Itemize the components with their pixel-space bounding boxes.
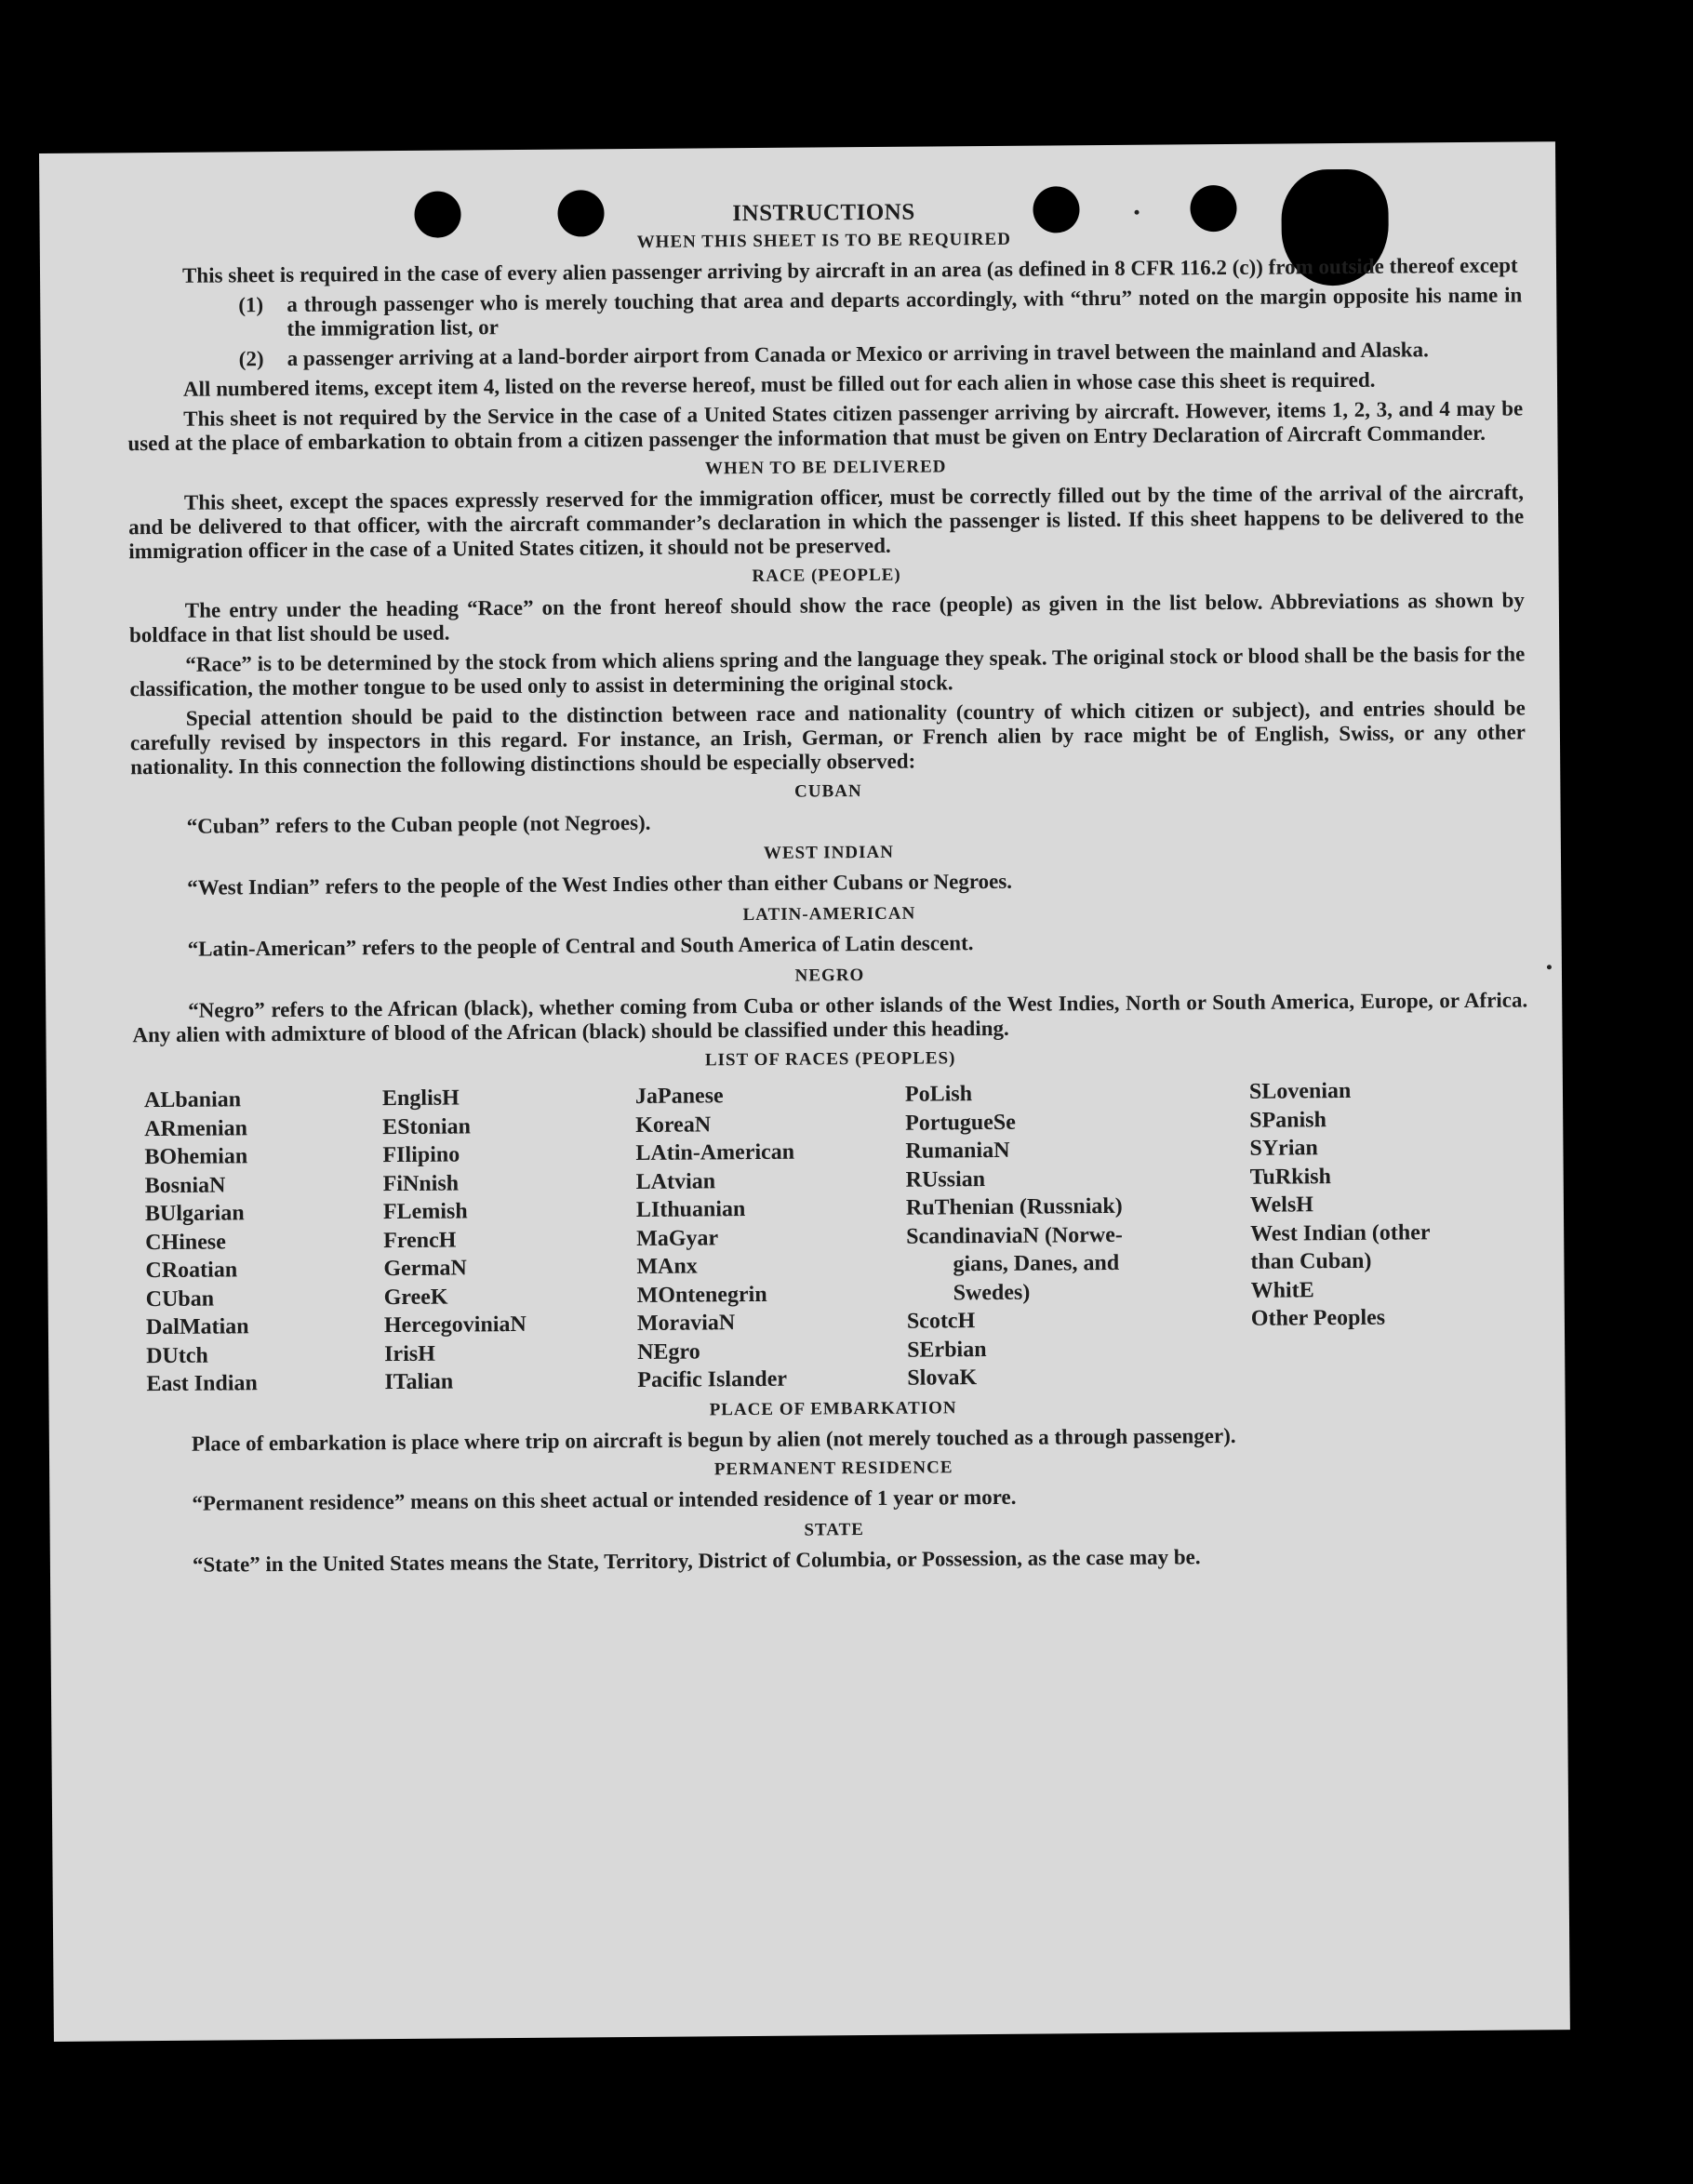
definition: “Permanent residence” means on this sheet actual or intended residence of 1 year or more. bbox=[192, 1485, 1017, 1515]
race-entry: Swedes) bbox=[953, 1280, 1031, 1305]
race-entry: RumaniaN bbox=[905, 1138, 1010, 1164]
races-column bbox=[382, 1083, 638, 1397]
race-entry: TuRkish bbox=[1249, 1164, 1331, 1190]
section-heading-residence: PERMANENT RESIDENCE bbox=[713, 1457, 953, 1479]
paragraph: The entry under the heading “Race” on the front hereof should show the race (people) as given in the list below. Abbreviations as shown by boldface in that list should be used. bbox=[128, 588, 1525, 647]
definition: “West Indian” refers to the people of the West Indies other than either Cubans or Negroes. bbox=[187, 869, 1013, 899]
race-entry: gians, Danes, and bbox=[953, 1250, 1120, 1277]
race-entry: PoLish bbox=[904, 1082, 973, 1107]
race-entry: FrencH bbox=[383, 1228, 457, 1253]
race-entry: RuThenian (Russniak) bbox=[905, 1193, 1123, 1220]
item-number: (2) bbox=[238, 347, 264, 371]
race-entry: NEgro bbox=[637, 1338, 700, 1365]
section-heading-cuban: CUBAN bbox=[794, 781, 862, 802]
paragraph: Place of embarkation is place where trip on aircraft is begun by alien (not merely touched as a through passenger). bbox=[191, 1423, 1236, 1456]
race-entry: than Cuban) bbox=[1250, 1248, 1372, 1274]
document-body bbox=[126, 195, 1532, 1582]
item-text: a passenger arriving at a land-border airport from Canada or Mexico or arriving in travel between the mainland and Alaska. bbox=[287, 338, 1429, 370]
race-entry: FLemish bbox=[382, 1199, 468, 1225]
races-column bbox=[144, 1085, 385, 1399]
section-heading-negro: NEGRO bbox=[794, 965, 865, 986]
race-entry: BUlgarian bbox=[144, 1201, 245, 1227]
races-column bbox=[1249, 1076, 1503, 1391]
race-entry: RUssian bbox=[905, 1166, 986, 1192]
race-entry: ScandinaviaN (Norwe- bbox=[906, 1222, 1123, 1249]
section-heading-required: WHEN THIS SHEET IS TO BE REQUIRED bbox=[636, 229, 1011, 252]
definition: “Negro” refers to the African (black), whether coming from Cuba or other islands of the West Indies, North or South America, Europe, or Africa. Any alien with admixture of blood of the African (black) should be classified under this heading. bbox=[132, 988, 1528, 1047]
race-entry: CRoatian bbox=[145, 1258, 238, 1284]
race-entry: FiNnish bbox=[382, 1170, 460, 1196]
section-heading-race: RACE (PEOPLE) bbox=[752, 565, 901, 586]
document-title: INSTRUCTIONS bbox=[732, 199, 915, 227]
race-entry: WelsH bbox=[1249, 1192, 1314, 1218]
race-entry: Pacific Islander bbox=[637, 1366, 788, 1392]
race-entry: LAtvian bbox=[635, 1168, 716, 1194]
races-list bbox=[144, 1075, 1531, 1398]
list-item bbox=[238, 283, 1522, 341]
race-entry: BosniaN bbox=[144, 1172, 226, 1198]
section-heading-latin-american: LATIN-AMERICAN bbox=[742, 903, 916, 926]
race-entry: SlovaK bbox=[907, 1365, 978, 1391]
item-text: a through passenger who is merely touching that area and departs accordingly, with “thru” noted on the margin opposite his name in the immigration list, or bbox=[287, 283, 1523, 340]
paragraph: Special attention should be paid to the distinction between race and nationality (country of which citizen or subject), and entries should be carefully revised by inspectors in this regard. For instance, an Irish, German, or French alien by race might be of English, Swiss, or any other nationality. In this connection the following distinctions should be especially observed: bbox=[129, 696, 1526, 779]
race-entry: ITalian bbox=[384, 1369, 454, 1395]
paragraph: All numbered items, except item 4, listed on the reverse hereof, must be filled out for each alien in whose case this sheet is required. bbox=[182, 367, 1376, 401]
race-entry: LIthuanian bbox=[635, 1197, 746, 1222]
race-entry: GreeK bbox=[383, 1285, 448, 1310]
race-entry: DalMatian bbox=[145, 1314, 249, 1340]
races-column bbox=[635, 1081, 908, 1395]
race-entry: KoreaN bbox=[635, 1112, 712, 1138]
race-entry: PortugueSe bbox=[905, 1110, 1016, 1136]
race-entry: SLovenian bbox=[1248, 1078, 1352, 1104]
race-entry: MaGyar bbox=[636, 1225, 719, 1251]
race-entry: JaPanese bbox=[634, 1084, 724, 1109]
race-entry: HercegoviniaN bbox=[383, 1312, 527, 1338]
race-entry: WhitE bbox=[1250, 1277, 1314, 1303]
section-heading-delivered: WHEN TO BE DELIVERED bbox=[704, 457, 947, 479]
speck bbox=[1547, 965, 1552, 969]
race-entry: ARmenian bbox=[144, 1115, 248, 1141]
race-entry: ALbanian bbox=[143, 1087, 242, 1113]
race-entry: CUban bbox=[145, 1286, 215, 1312]
race-entry: FIlipino bbox=[382, 1142, 460, 1168]
paragraph: This sheet, except the spaces expressly reserved for the immigration officer, must be correctly filled out by the time of the arrival of the aircraft, and be delivered to that officer, with the aircraft commander’s declaration in which the passenger is listed. If this sheet happens to be delivered to the immigration officer in the case of a United States citizen, it should not be preserved. bbox=[128, 480, 1525, 564]
races-column bbox=[905, 1078, 1252, 1392]
definition: “Latin-American” refers to the people of Central and South America of Latin descent. bbox=[187, 931, 974, 961]
list-item bbox=[239, 337, 1523, 371]
race-entry: SErbian bbox=[907, 1337, 987, 1363]
section-heading-west-indian: WEST INDIAN bbox=[763, 842, 895, 863]
section-heading-embarkation: PLACE OF EMBARKATION bbox=[709, 1397, 957, 1419]
paragraph: This sheet is not required by the Service in the case of a United States citizen passenger arriving by aircraft. However, items 1, 2, 3, and 4 may be used at the place of embarkation to obtain from a citizen passenger the information that must be given on Entry Declaration of Aircraft Commander. bbox=[127, 396, 1524, 456]
race-entry: IrisH bbox=[384, 1341, 435, 1366]
race-entry: SYrian bbox=[1249, 1136, 1318, 1161]
race-entry: MoraviaN bbox=[636, 1311, 736, 1336]
race-entry: ScotcH bbox=[906, 1309, 976, 1334]
definition: “Cuban” refers to the Cuban people (not Negroes). bbox=[186, 810, 651, 838]
race-entry: LAtin-American bbox=[635, 1139, 795, 1165]
definition: “State” in the United States means the State, Territory, District of Columbia, or Possession, as the case may be. bbox=[192, 1544, 1201, 1577]
paragraph: This sheet is required in the case of every alien passenger arriving by aircraft in an area (as defined in 8 CFR 116.2 (c)) from outside thereof except bbox=[181, 253, 1518, 287]
race-entry: Other Peoples bbox=[1250, 1305, 1386, 1331]
race-entry: BOhemian bbox=[144, 1144, 248, 1170]
race-entry: DUtch bbox=[146, 1343, 208, 1368]
race-entry: EnglisH bbox=[381, 1085, 460, 1112]
race-entry: SPanish bbox=[1249, 1107, 1327, 1133]
race-entry: West Indian (other bbox=[1250, 1219, 1431, 1246]
race-entry: EStonian bbox=[382, 1113, 472, 1139]
document-sheet bbox=[39, 141, 1570, 2042]
section-heading-state: STATE bbox=[804, 1519, 864, 1540]
item-number: (1) bbox=[238, 293, 264, 317]
paragraph: “Race” is to be determined by the stock from which aliens spring and the language they speak. The original stock or blood shall be the basis for the classification, the mother tongue to be used only to assist in determining the original stock. bbox=[129, 642, 1526, 701]
race-entry: CHinese bbox=[145, 1229, 226, 1255]
race-entry: MOntenegrin bbox=[636, 1282, 767, 1308]
race-entry: MAnx bbox=[636, 1254, 698, 1279]
race-entry: GermaN bbox=[383, 1256, 467, 1282]
section-heading-list-of-races: LIST OF RACES (PEOPLES) bbox=[704, 1048, 956, 1071]
race-entry: East Indian bbox=[146, 1371, 258, 1397]
